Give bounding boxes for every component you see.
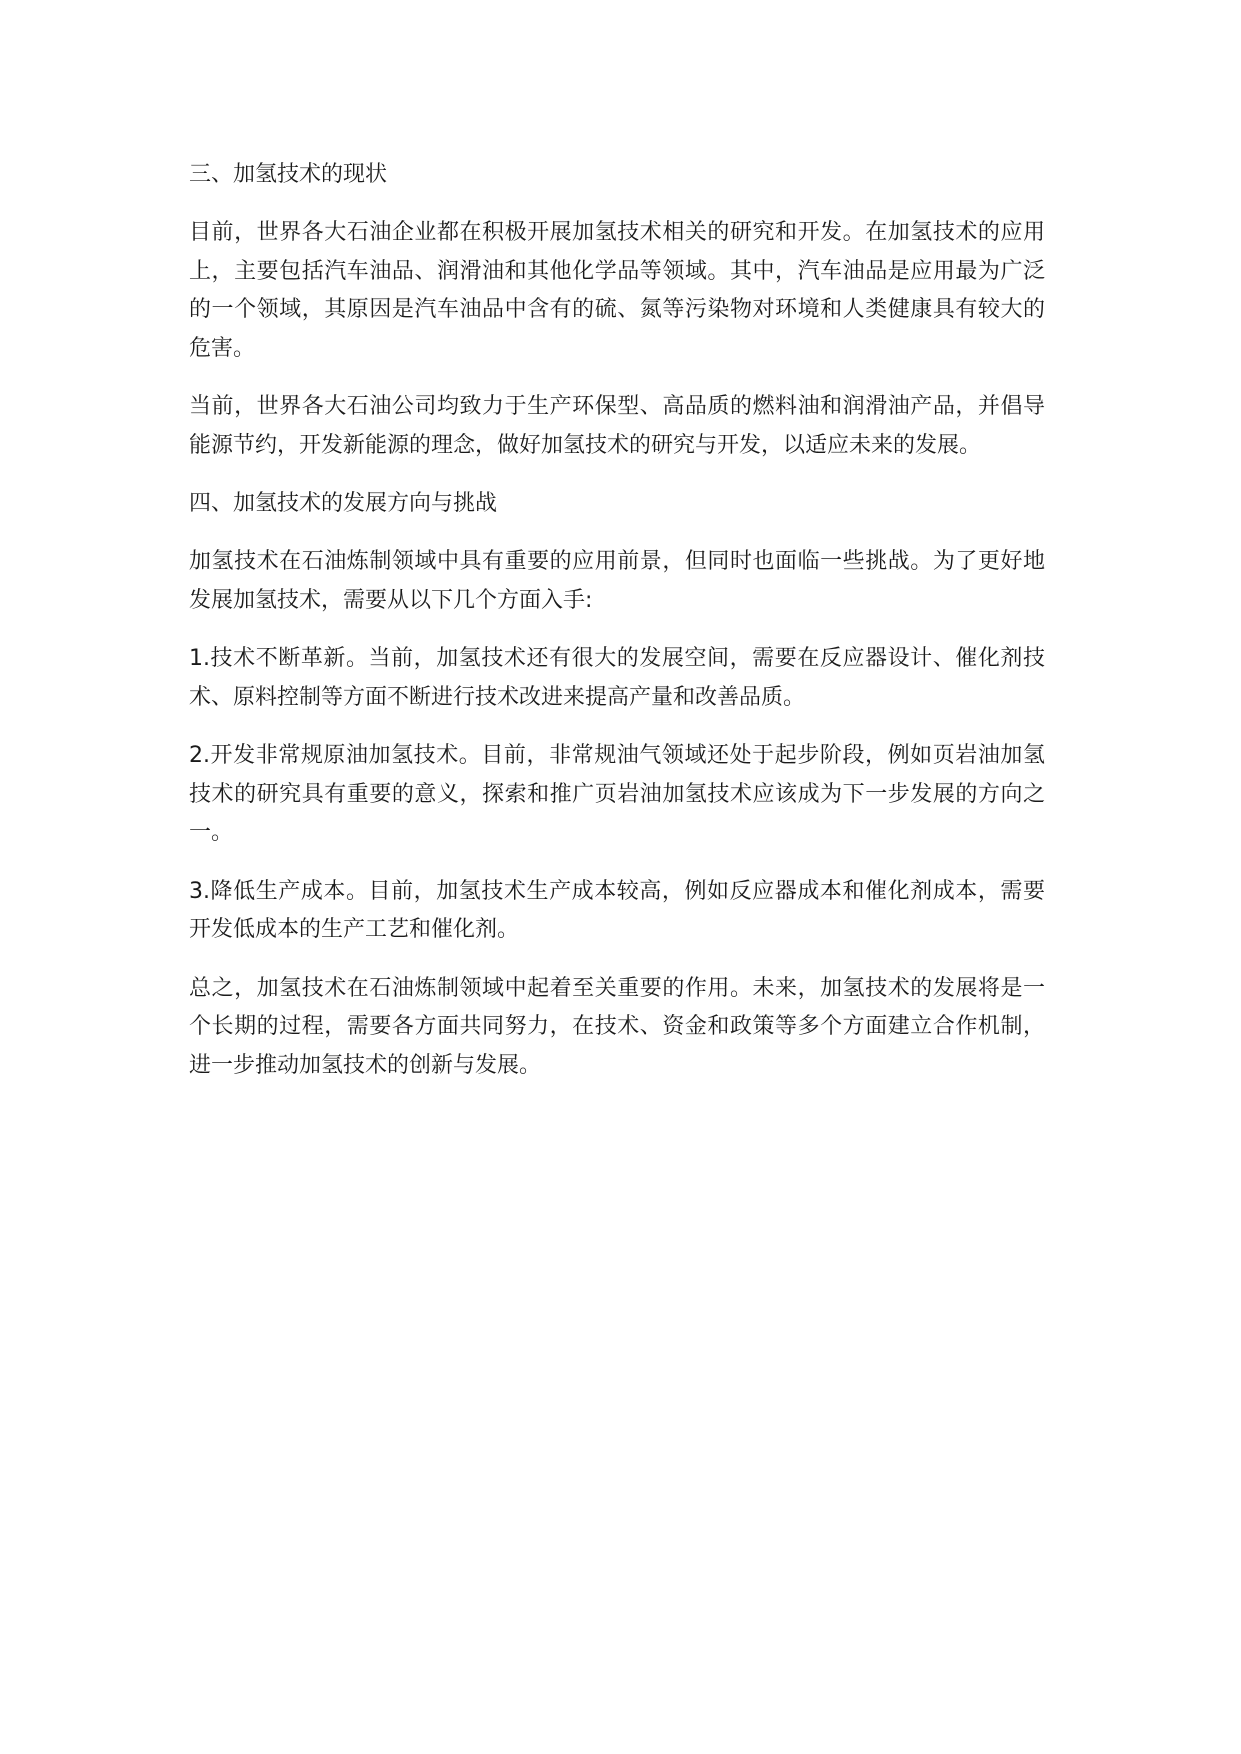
paragraph-conclusion: 总之，加氢技术在石油炼制领域中起着至关重要的作用。未来，加氢技术的发展将是一个长期的过程，需要各方面共同努力，在技术、资金和政策等多个方面建立合作机制，进一步推动加氢技术的创新与发展。: [189, 975, 1045, 1078]
document-body: [189, 156, 1045, 1105]
paragraph-current-status-1: 目前，世界各大石油企业都在积极开展加氢技术相关的研究和开发。在加氢技术的应用上，主要包括汽车油品、润滑油和其他化学品等领域。其中，汽车油品是应用最为广泛的一个领域，其原因是汽车油品中含有的硫、氮等污染物对环境和人类健康具有较大的危害。: [189, 220, 1045, 361]
section-heading-direction-challenges: 四、加氢技术的发展方向与挑战: [189, 491, 498, 516]
paragraph-current-status-2: 当前，世界各大石油公司均致力于生产环保型、高品质的燃料油和润滑油产品，并倡导能源节约，开发新能源的理念，做好加氢技术的研究与开发，以适应未来的发展。: [189, 394, 1045, 458]
paragraph-direction-intro: 加氢技术在石油炼制领域中具有重要的应用前景，但同时也面临一些挑战。为了更好地发展加氢技术，需要从以下几个方面入手:: [189, 549, 1045, 613]
section-heading-current-status: 三、加氢技术的现状: [189, 162, 388, 187]
list-item-unconventional-oil: 2.开发非常规原油加氢技术。目前，非常规油气领域还处于起步阶段，例如页岩油加氢技术的研究具有重要的意义，探索和推广页岩油加氢技术应该成为下一步发展的方向之一。: [189, 743, 1045, 845]
list-item-cost-reduction: 3.降低生产成本。目前，加氢技术生产成本较高，例如反应器成本和催化剂成本，需要开发低成本的生产工艺和催化剂。: [189, 878, 1045, 942]
list-item-innovation: 1.技术不断革新。当前，加氢技术还有很大的发展空间，需要在反应器设计、催化剂技术、原料控制等方面不断进行技术改进来提高产量和改善品质。: [189, 646, 1045, 710]
